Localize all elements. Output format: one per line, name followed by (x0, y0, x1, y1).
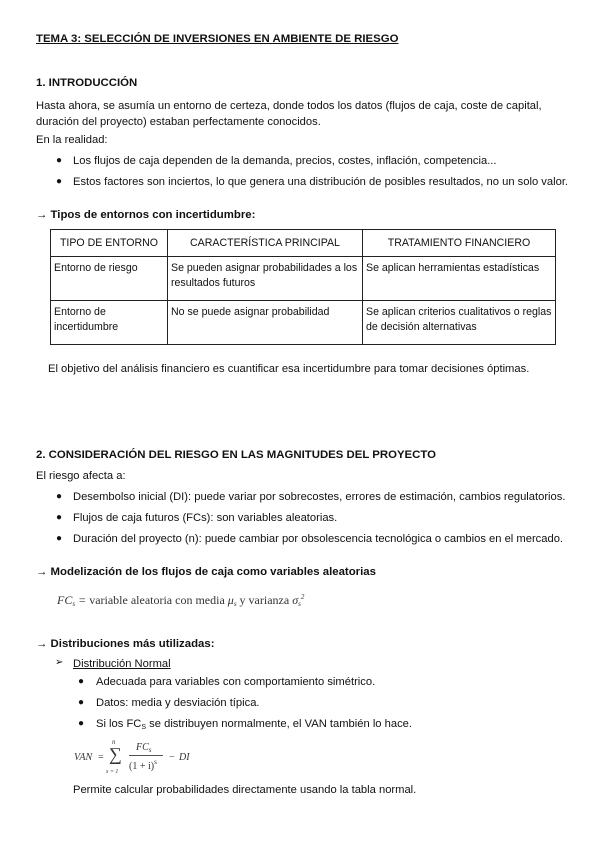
risk-bullet-2: Flujos de caja futuros (FCs): son variables aleatorias. (73, 512, 338, 524)
table-cell: No se puede asignar probabilidad (168, 301, 363, 345)
intro-paragraph-line-1: Hasta ahora, se asumía un entorno de certeza, donde todos los datos (flujos de caja, coste de capital, (36, 100, 542, 112)
intro-paragraph-line-2: duración del proyecto) estaban perfectamente conocidos. (36, 116, 321, 128)
normal-bullet-2: Datos: media y desviación típica. (96, 697, 260, 709)
table-header: TIPO DE ENTORNO (51, 230, 168, 257)
bullet-dot: ● (56, 512, 63, 523)
bullet-dot: ● (78, 676, 85, 687)
bullet-dot: ● (56, 176, 63, 187)
bullet-dot: ● (78, 697, 85, 708)
section-1-heading: 1. INTRODUCCIÓN (36, 77, 138, 89)
table-cell: Se pueden asignar probabilidades a los resultados futuros (168, 257, 363, 301)
fraction-bar (129, 755, 163, 756)
modeling-heading: → Modelización de los flujos de caja como variables aleatorias (36, 566, 376, 578)
risk-bullet-3: Duración del proyecto (n): puede cambiar por obsolescencia tecnológica o cambios en el mercado. (73, 533, 564, 545)
arrow-marker-icon: ➢ (55, 657, 64, 668)
table-header: CARACTERÍSTICA PRINCIPAL (168, 230, 363, 257)
bullet-dot: ● (78, 718, 85, 729)
table-cell: Se aplican herramientas estadísticas (363, 257, 556, 301)
distributions-heading: → Distribuciones más utilizadas: (36, 638, 215, 650)
risk-bullet-1: Desembolso inicial (DI): puede variar por sobrecostes, errores de estimación, cambios regulatorios. (73, 491, 566, 503)
reality-bullet-2: Estos factores son inciertos, lo que genera una distribución de posibles resultados, no un solo valor. (73, 176, 569, 188)
table-header: TRATAMIENTO FINANCIERO (363, 230, 556, 257)
objective-text: El objetivo del análisis financiero es cuantificar esa incertidumbre para tomar decisiones óptimas. (48, 363, 530, 375)
section-2-heading: 2. CONSIDERACIÓN DEL RIESGO EN LAS MAGNITUDES DEL PROYECTO (36, 449, 436, 461)
random-variable-formula: $FC_s$ = variable aleatoria con media $\mu_s$ y varianza $\sigma_s^2$ (57, 593, 305, 608)
normal-distribution-label: Distribución Normal (73, 658, 171, 670)
risk-intro: El riesgo afecta a: (36, 470, 126, 482)
normal-bullet-3: Si los $FC_S$ se distribuyen normalmente, el VAN también lo hace. (96, 718, 412, 731)
page-title: TEMA 3: SELECCIÓN DE INVERSIONES EN AMBIENTE DE RIESGO (36, 33, 399, 45)
table-row (51, 301, 556, 345)
table-cell: Entorno de riesgo (51, 257, 168, 301)
bullet-dot: ● (56, 533, 63, 544)
bullet-dot: ● (56, 491, 63, 502)
normal-table-note: Permite calcular probabilidades directamente usando la tabla normal. (73, 784, 417, 796)
table-cell: Entorno de incertidumbre (51, 301, 168, 345)
table-row (51, 257, 556, 301)
van-formula: VAN = n ∑ s = 1 $FC_s$ $(1 + i)^s$ − DI (74, 738, 190, 775)
environments-heading: → Tipos de entornos con incertidumbre: (36, 209, 256, 221)
table-cell: Se aplican criterios cualitativos o reglas de decisión alternativas (363, 301, 556, 345)
environments-table (50, 229, 556, 345)
normal-bullet-1: Adecuada para variables con comportamiento simétrico. (96, 676, 376, 688)
reality-label: En la realidad: (36, 134, 108, 146)
bullet-dot: ● (56, 155, 63, 166)
reality-bullet-1: Los flujos de caja dependen de la demanda, precios, costes, inflación, competencia... (73, 155, 497, 167)
